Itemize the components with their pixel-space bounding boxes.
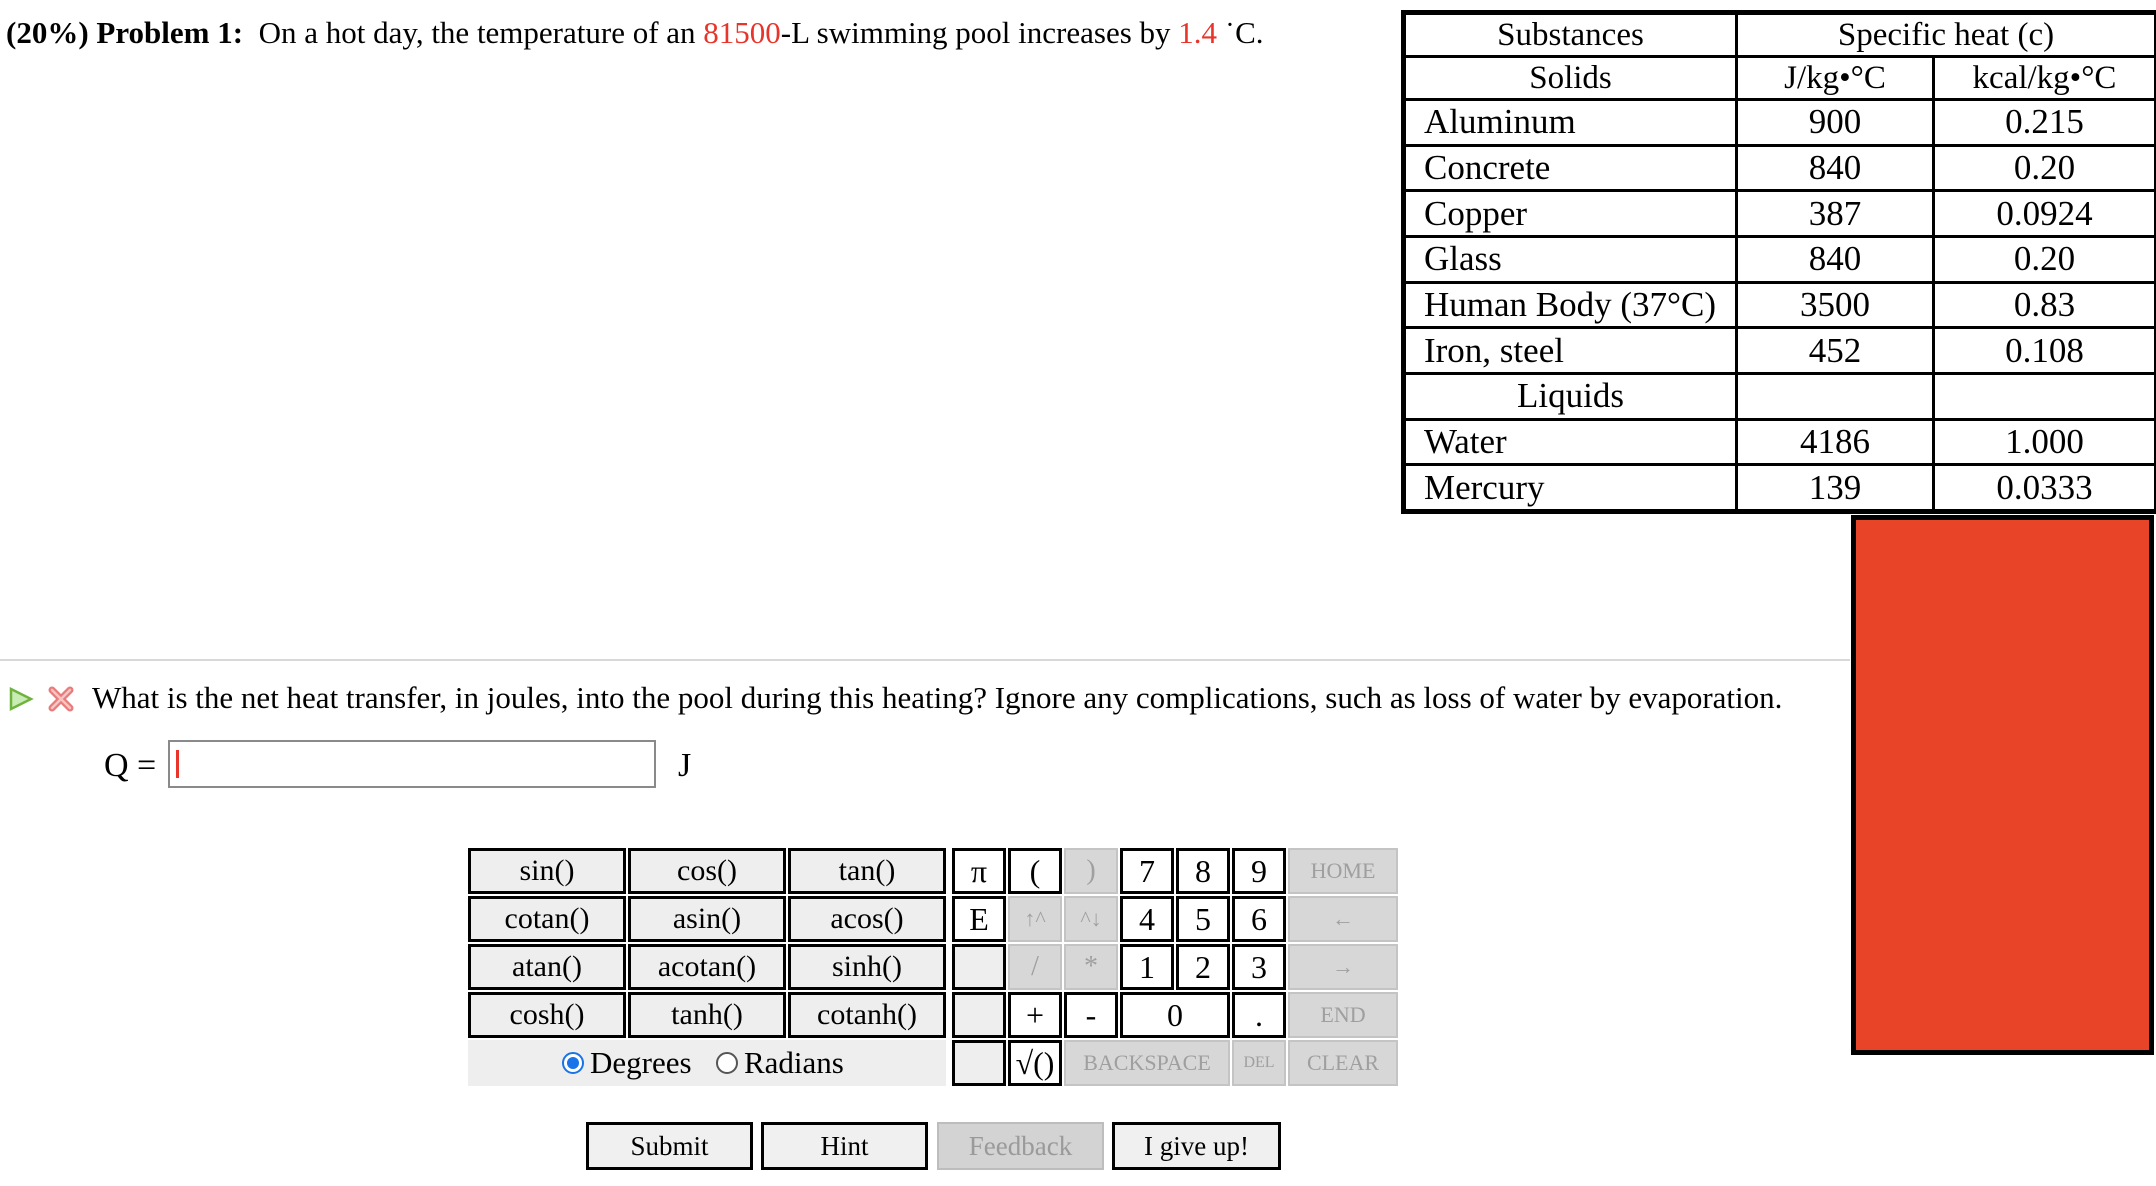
specific-heat-si: 3500 [1737, 282, 1934, 328]
key-blank [952, 1040, 1006, 1086]
degrees-label: Degrees [590, 1045, 692, 1080]
red-redaction-block [1851, 515, 2154, 1055]
angle-mode-selector [468, 1040, 946, 1086]
header-solids: Solids [1405, 57, 1737, 100]
header-specific-heat: Specific heat (c) [1737, 14, 2156, 57]
question-text: What is the net heat transfer, in joules, into the pool during this heating? Ignore any complications, such as loss of water by evaporation. [92, 680, 1783, 715]
specific-heat-si: 4186 [1737, 419, 1934, 465]
specific-heat-kcal: 1.000 [1934, 419, 2156, 465]
substance-name: Iron, steel [1405, 328, 1737, 374]
pool-volume: 81500 [703, 15, 781, 50]
problem-statement [6, 10, 1264, 56]
key-home[interactable]: HOME [1288, 848, 1398, 894]
key-right-arrow[interactable]: → [1288, 944, 1398, 990]
specific-heat-si: 840 [1737, 145, 1934, 191]
key-open-paren[interactable]: ( [1008, 848, 1062, 894]
radians-label: Radians [744, 1045, 844, 1080]
give-up-button[interactable]: I give up! [1112, 1122, 1281, 1170]
specific-heat-kcal: 0.215 [1934, 100, 2156, 146]
key-divide[interactable]: / [1008, 944, 1062, 990]
key-plus[interactable]: + [1008, 992, 1062, 1038]
radians-radio[interactable] [716, 1052, 738, 1074]
play-icon[interactable] [8, 686, 34, 712]
specific-heat-si: 840 [1737, 236, 1934, 282]
degrees-option[interactable] [562, 1040, 692, 1086]
specific-heat-si: 900 [1737, 100, 1934, 146]
key-8[interactable]: 8 [1176, 848, 1230, 894]
key-6[interactable]: 6 [1232, 896, 1286, 942]
substance-name: Glass [1405, 236, 1737, 282]
submit-button[interactable]: Submit [586, 1122, 753, 1170]
empty-cell [1737, 373, 1934, 419]
key-superscript-down[interactable]: ^↓ [1064, 896, 1118, 942]
key-left-arrow[interactable]: ← [1288, 896, 1398, 942]
key-sinh[interactable]: sinh() [788, 944, 946, 990]
problem-text-1: On a hot day, the temperature of an [258, 15, 696, 50]
key-blank [952, 992, 1006, 1038]
header-unit-kcal: kcal/kg•°C [1934, 57, 2156, 100]
section-divider [0, 659, 1850, 661]
key-cosh[interactable]: cosh() [468, 992, 626, 1038]
key-del[interactable]: DEL [1232, 1040, 1286, 1086]
temperature-increase: 1.4 [1178, 15, 1218, 50]
key-end[interactable]: END [1288, 992, 1398, 1038]
key-1[interactable]: 1 [1120, 944, 1174, 990]
table-row-liquids [1405, 373, 2156, 419]
key-0[interactable]: 0 [1120, 992, 1230, 1038]
key-decimal[interactable]: . [1232, 992, 1286, 1038]
key-sqrt[interactable]: √() [1008, 1040, 1062, 1086]
key-5[interactable]: 5 [1176, 896, 1230, 942]
substance-name: Human Body (37°C) [1405, 282, 1737, 328]
empty-cell [1934, 373, 2156, 419]
incorrect-x-icon [46, 684, 76, 714]
table-row [1405, 145, 2156, 191]
key-2[interactable]: 2 [1176, 944, 1230, 990]
specific-heat-kcal: 0.0924 [1934, 191, 2156, 237]
key-multiply[interactable]: * [1064, 944, 1118, 990]
specific-heat-si: 139 [1737, 465, 1934, 511]
specific-heat-kcal: 0.83 [1934, 282, 2156, 328]
answer-unit-label: J [678, 747, 692, 784]
key-clear[interactable]: CLEAR [1288, 1040, 1398, 1086]
table-row [1405, 282, 2156, 328]
feedback-button[interactable]: Feedback [937, 1122, 1104, 1170]
key-cotan[interactable]: cotan() [468, 896, 626, 942]
temperature-unit: ˙C. [1224, 15, 1264, 50]
key-pi[interactable]: π [952, 848, 1006, 894]
key-blank [952, 944, 1006, 990]
substance-name: Concrete [1405, 145, 1737, 191]
key-tanh[interactable]: tanh() [628, 992, 786, 1038]
key-cotanh[interactable]: cotanh() [788, 992, 946, 1038]
key-4[interactable]: 4 [1120, 896, 1174, 942]
table-row [1405, 465, 2156, 511]
problem-percent: (20%) [6, 15, 89, 50]
key-minus[interactable]: - [1064, 992, 1118, 1038]
key-7[interactable]: 7 [1120, 848, 1174, 894]
answer-input[interactable] [168, 740, 656, 788]
key-9[interactable]: 9 [1232, 848, 1286, 894]
key-backspace[interactable]: BACKSPACE [1064, 1040, 1230, 1086]
table-row [1405, 100, 2156, 146]
key-atan[interactable]: atan() [468, 944, 626, 990]
header-unit-si: J/kg•°C [1737, 57, 1934, 100]
specific-heat-si: 452 [1737, 328, 1934, 374]
degrees-radio[interactable] [562, 1052, 584, 1074]
problem-label: Problem 1: [96, 15, 244, 50]
key-e[interactable]: E [952, 896, 1006, 942]
specific-heat-table [1401, 10, 2156, 514]
specific-heat-kcal: 0.108 [1934, 328, 2156, 374]
radians-option[interactable] [716, 1040, 844, 1086]
liquids-label: Liquids [1405, 373, 1737, 419]
table-row [1405, 236, 2156, 282]
substance-name: Mercury [1405, 465, 1737, 511]
problem-text-2: -L swimming pool increases by [780, 15, 1171, 50]
substance-name: Water [1405, 419, 1737, 465]
key-superscript-up[interactable]: ↑^ [1008, 896, 1062, 942]
table-row [1405, 191, 2156, 237]
key-3[interactable]: 3 [1232, 944, 1286, 990]
key-close-paren[interactable]: ) [1064, 848, 1118, 894]
key-cos[interactable]: cos() [628, 848, 786, 894]
answer-variable-label: Q = [104, 747, 157, 784]
table-row [1405, 328, 2156, 374]
text-caret [176, 750, 179, 778]
specific-heat-kcal: 0.20 [1934, 145, 2156, 191]
key-tan[interactable]: tan() [788, 848, 946, 894]
key-acos[interactable]: acos() [788, 896, 946, 942]
key-sin[interactable]: sin() [468, 848, 626, 894]
hint-button[interactable]: Hint [761, 1122, 928, 1170]
substance-name: Aluminum [1405, 100, 1737, 146]
substance-name: Copper [1405, 191, 1737, 237]
header-substances: Substances [1405, 14, 1737, 57]
specific-heat-si: 387 [1737, 191, 1934, 237]
specific-heat-kcal: 0.0333 [1934, 465, 2156, 511]
key-asin[interactable]: asin() [628, 896, 786, 942]
key-acotan[interactable]: acotan() [628, 944, 786, 990]
specific-heat-kcal: 0.20 [1934, 236, 2156, 282]
table-row [1405, 419, 2156, 465]
